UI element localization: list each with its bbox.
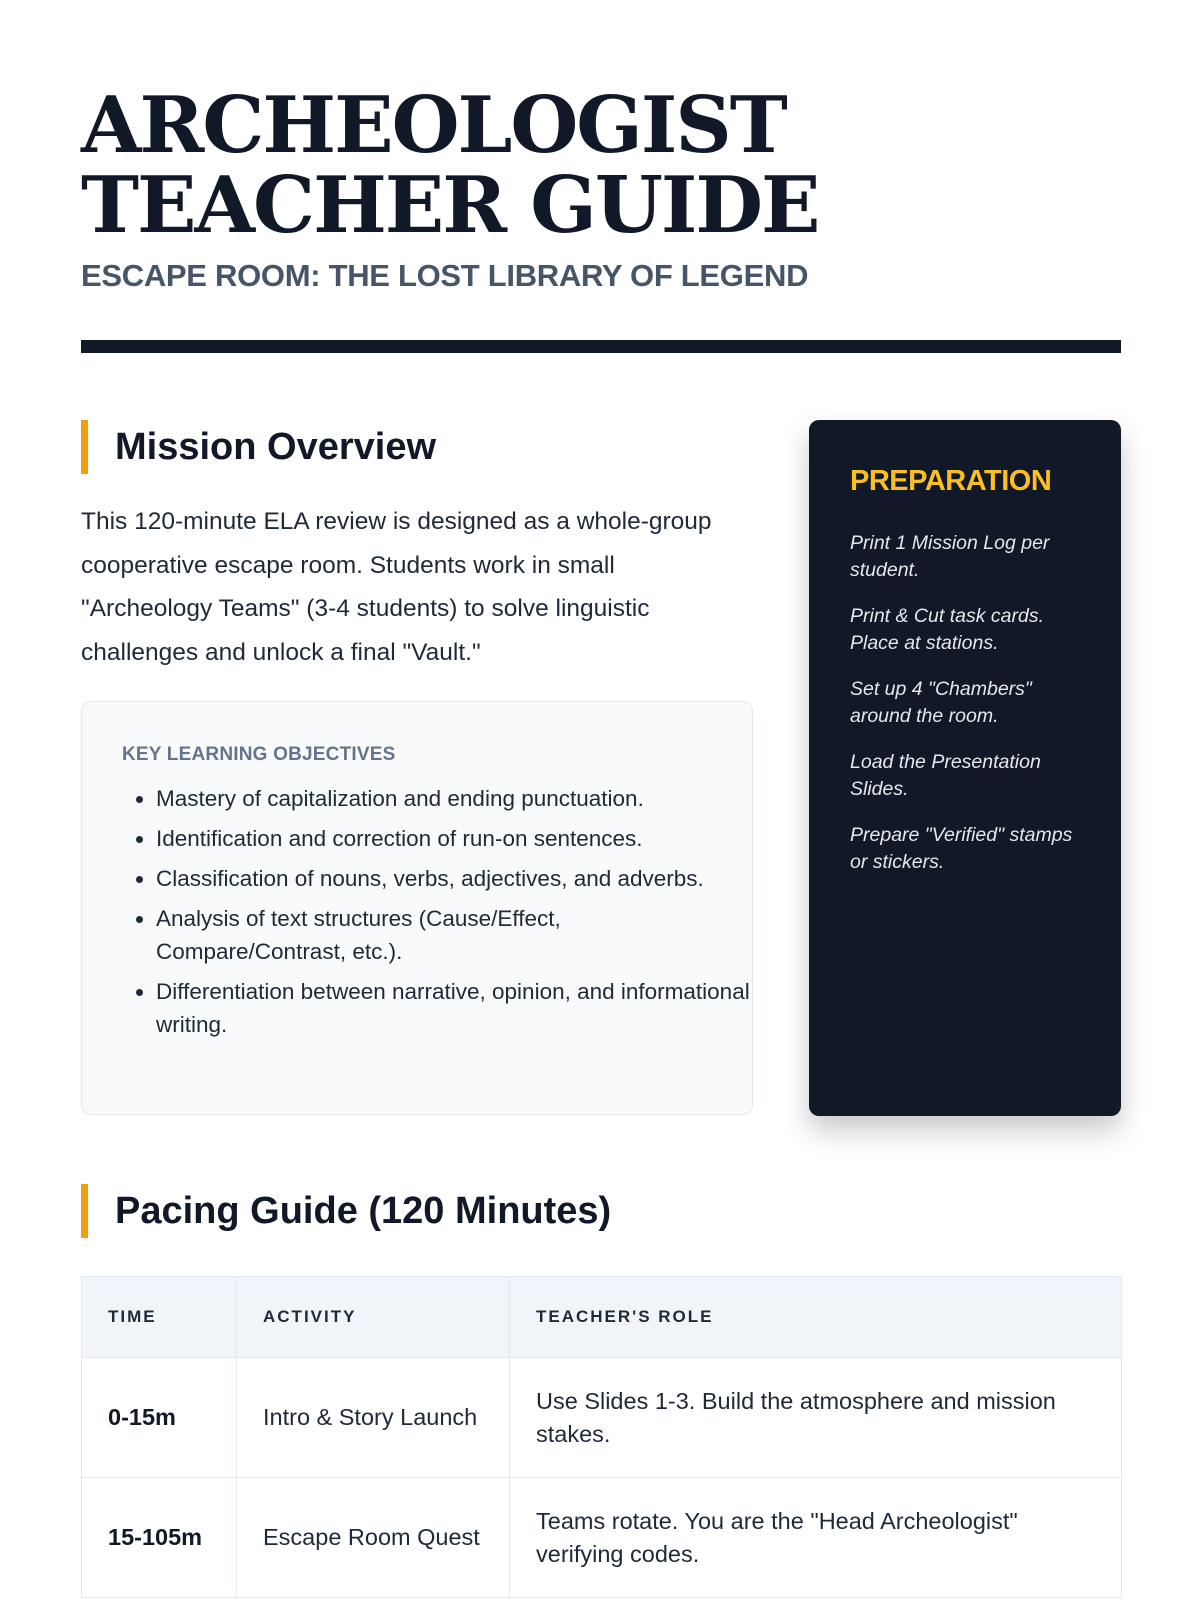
row-time: 15-105m	[82, 1478, 237, 1598]
preparation-step: Print 1 Mission Log per student.	[850, 532, 1050, 581]
pacing-guide-heading: Pacing Guide (120 Minutes)	[81, 1184, 611, 1238]
mission-overview-heading: Mission Overview	[81, 420, 436, 474]
title-line-2: TEACHER GUIDE	[81, 160, 819, 251]
pacing-table	[81, 1276, 1122, 1598]
preparation-card	[809, 420, 1121, 1116]
objective-item: • Classification of nouns, verbs, adjectives, and adverbs.	[156, 862, 756, 895]
preparation-step: Set up 4 "Chambers" around the room.	[850, 678, 1032, 727]
objectives-box	[81, 701, 753, 1115]
preparation-step: Prepare "Verified" stamps or stickers.	[850, 824, 1073, 873]
preparation-step: Print & Cut task cards. Place at stations.	[850, 605, 1044, 654]
row-activity: Escape Room Quest	[237, 1478, 510, 1598]
objective-item: • Identification and correction of run-on sentences.	[156, 822, 756, 855]
title-divider	[81, 340, 1121, 353]
objective-item: • Analysis of text structures (Cause/Effect, Compare/Contrast, etc.).	[156, 902, 756, 968]
preparation-step: Load the Presentation Slides.	[850, 751, 1041, 800]
page-subtitle: ESCAPE ROOM: THE LOST LIBRARY OF LEGEND	[81, 258, 809, 293]
table-row	[82, 1478, 1122, 1598]
objectives-label: KEY LEARNING OBJECTIVES	[122, 744, 396, 765]
row-time: 0-15m	[82, 1358, 237, 1478]
row-teacher-role: Use Slides 1-3. Build the atmosphere and mission stakes.	[510, 1358, 1122, 1478]
column-header-activity: ACTIVITY	[237, 1277, 510, 1358]
column-header-teacher-role: TEACHER'S ROLE	[510, 1277, 1122, 1358]
objective-item: • Mastery of capitalization and ending punctuation.	[156, 782, 756, 815]
page-title	[81, 80, 819, 251]
row-activity: Intro & Story Launch	[237, 1358, 510, 1478]
row-teacher-role: Teams rotate. You are the "Head Archeologist" verifying codes.	[510, 1478, 1122, 1598]
objectives-list	[116, 782, 756, 1048]
table-header-row	[82, 1277, 1122, 1358]
preparation-title: PREPARATION	[850, 465, 1052, 497]
title-line-1: ARCHEOLOGIST	[81, 80, 786, 171]
column-header-time: TIME	[82, 1277, 237, 1358]
objective-item: • Differentiation between narrative, opinion, and informational writing.	[156, 975, 756, 1041]
table-row	[82, 1358, 1122, 1478]
mission-intro: This 120-minute ELA review is designed as a whole-group cooperative escape room. Students work in small "Archeology Teams" (3-4 students) to solve linguistic challenges and unlock a final "Vault."	[81, 508, 712, 666]
preparation-steps	[850, 530, 1090, 895]
